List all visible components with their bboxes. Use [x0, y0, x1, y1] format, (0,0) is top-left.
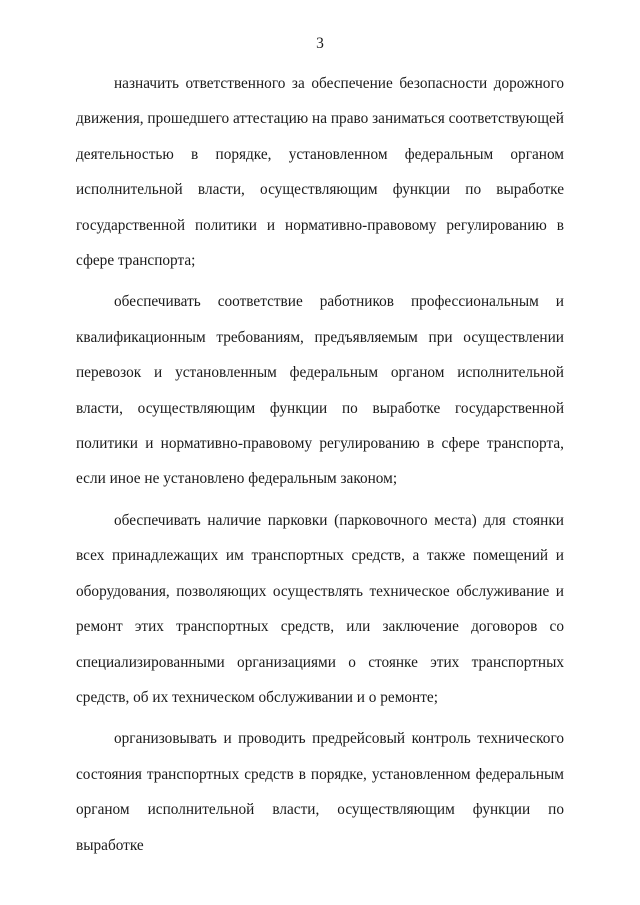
paragraph-responsible-person: назначить ответственного за обеспечение безопасности дорожного движения, прошедшего аттестацию на право заниматься соответствующей деятельностью в порядке, установленном федеральным органом исполнительной власти, осуществляющим функции по выработке государственной политики и нормативно-правовому регулированию в сфере транспорта; [76, 75, 564, 270]
page-number: 3 [316, 35, 324, 52]
paragraph-pretrip-inspection: организовывать и проводить предрейсовый контроль технического состояния транспортных средств в порядке, установленном федеральным органом исполнительной власти, осуществляющим функции по выработке [76, 730, 564, 854]
paragraph-employee-qualification: обеспечивать соответствие работников профессиональным и квалификационным требованиям, предъявляемым при осуществлении перевозок и установленным федеральным органом исполнительной власти, осуществляющим функции по выработке государственной политики и нормативно-правовому регулированию в сфере транспорта, если иное не установлено федеральным законом; [76, 293, 564, 488]
document-body [76, 66, 564, 863]
paragraph-parking-and-maintenance: обеспечивать наличие парковки (парковочного места) для стоянки всех принадлежащих им транспортных средств, а также помещений и оборудования, позволяющих осуществлять техническое обслуживание и ремонт этих транспортных средств, или заключение договоров со специализированными организациями о стоянке этих транспортных средств, об их техническом обслуживании и о ремонте; [76, 511, 564, 706]
